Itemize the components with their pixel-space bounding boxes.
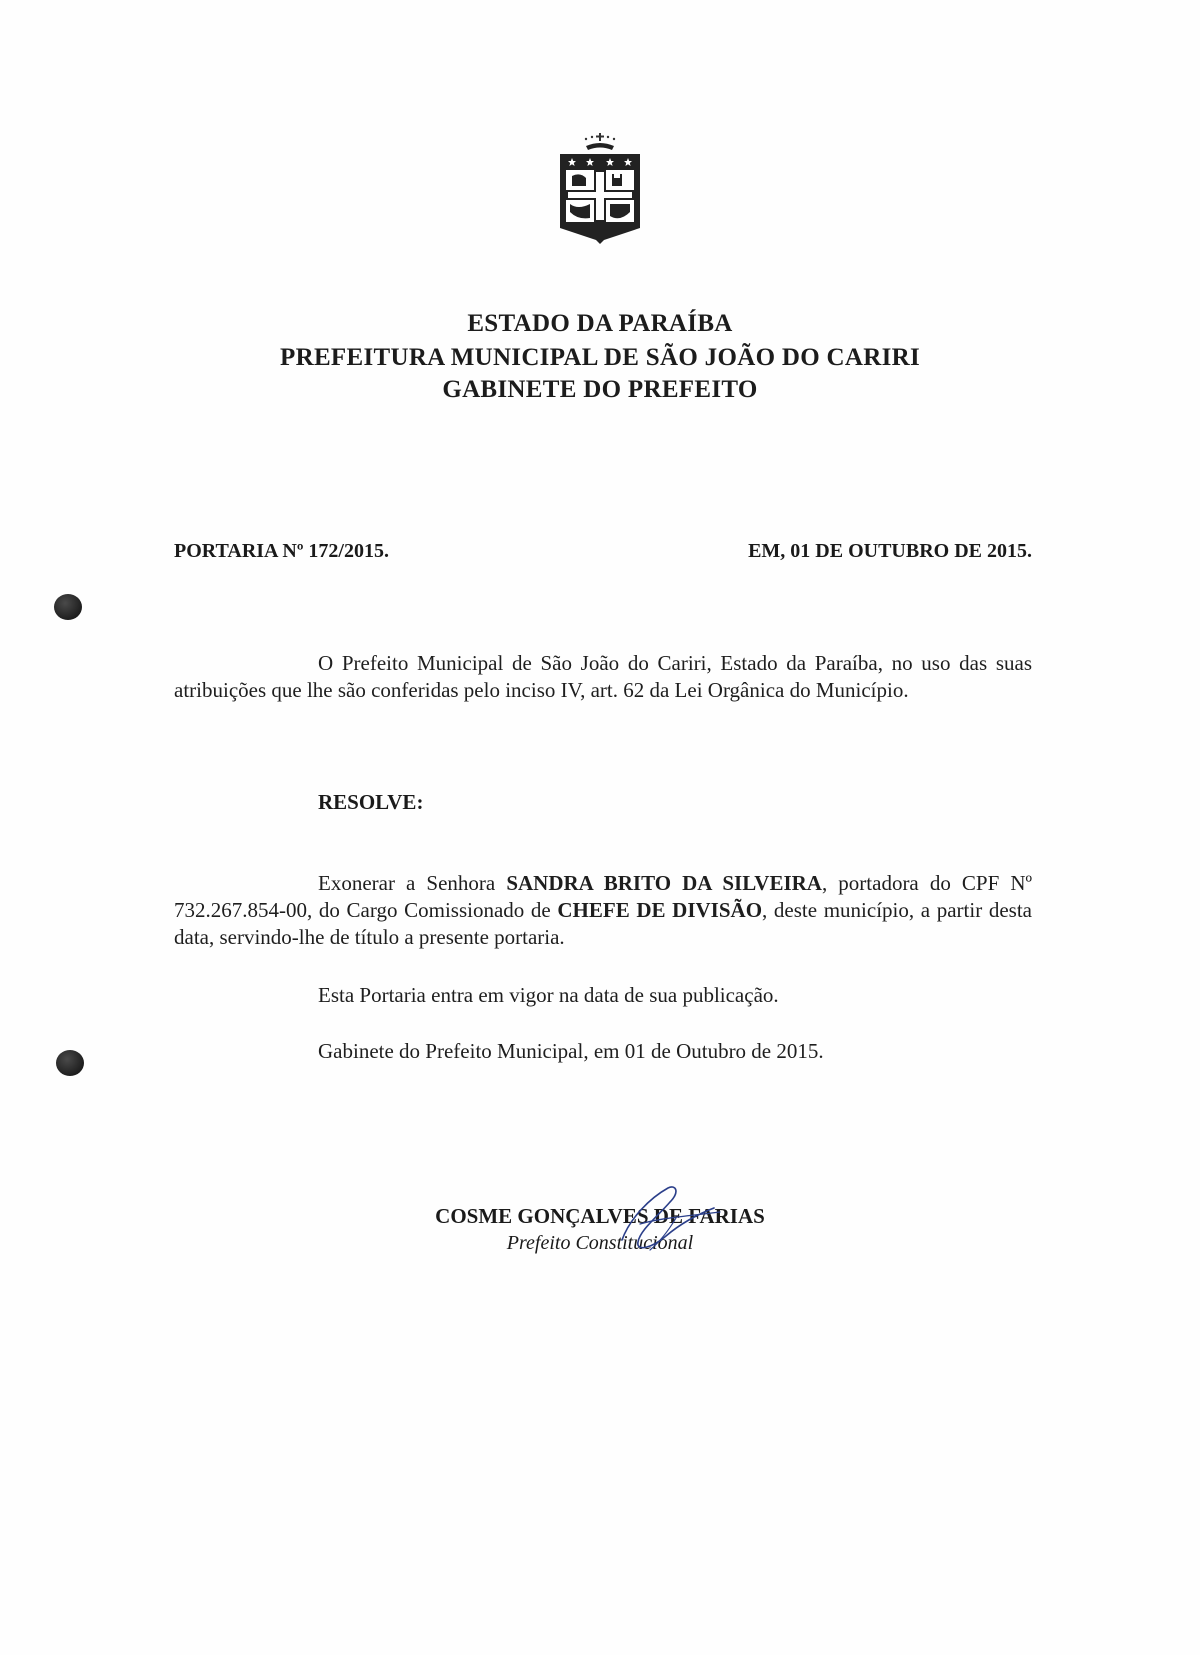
signatory-title: Prefeito Constitucional bbox=[506, 1232, 694, 1254]
header-office: GABINETE DO PREFEITO bbox=[442, 376, 758, 403]
portaria-date: EM, 01 DE OUTUBRO DE 2015. bbox=[748, 540, 1032, 562]
closing-text: Gabinete do Prefeito Municipal, em 01 de Outubro de 2015. bbox=[318, 1039, 824, 1063]
exoneration-text-3: , deste município, a partir desta data, servindo-lhe de título a presente portaria. bbox=[174, 898, 1032, 949]
coat-of-arms-icon bbox=[550, 132, 650, 248]
header-state: ESTADO DA PARAÍBA bbox=[467, 310, 733, 337]
punch-hole-top bbox=[54, 594, 82, 620]
closing-paragraph bbox=[174, 1038, 1032, 1065]
intro-text: O Prefeito Municipal de São João do Cariri, Estado da Paraíba, no uso das suas atribuições que lhe são conferidas pelo inciso IV, art. 62 da Lei Orgânica do Município. bbox=[174, 651, 1032, 702]
employee-name: SANDRA BRITO DA SILVEIRA bbox=[506, 871, 822, 895]
exoneration-text-2: , portadora do CPF Nº 732.267.854-00, do Cargo Comissionado de bbox=[174, 871, 1033, 922]
exoneration-text-1: Exonerar a Senhora bbox=[318, 871, 507, 895]
signatory-name: COSME GONÇALVES DE FARIAS bbox=[435, 1204, 765, 1228]
punch-hole-bottom bbox=[56, 1050, 84, 1076]
portaria-number: PORTARIA Nº 172/2015. bbox=[174, 540, 389, 562]
resolve-heading: RESOLVE: bbox=[318, 790, 424, 814]
exoneration-paragraph bbox=[174, 870, 1032, 951]
header-municipality: PREFEITURA MUNICIPAL DE SÃO JOÃO DO CARIRI bbox=[280, 344, 920, 371]
effective-paragraph bbox=[174, 982, 1032, 1009]
intro-paragraph bbox=[174, 650, 1032, 704]
position-title: CHEFE DE DIVISÃO bbox=[557, 898, 763, 922]
effective-text: Esta Portaria entra em vigor na data de sua publicação. bbox=[318, 983, 779, 1007]
handwritten-signature-icon bbox=[610, 1178, 730, 1268]
